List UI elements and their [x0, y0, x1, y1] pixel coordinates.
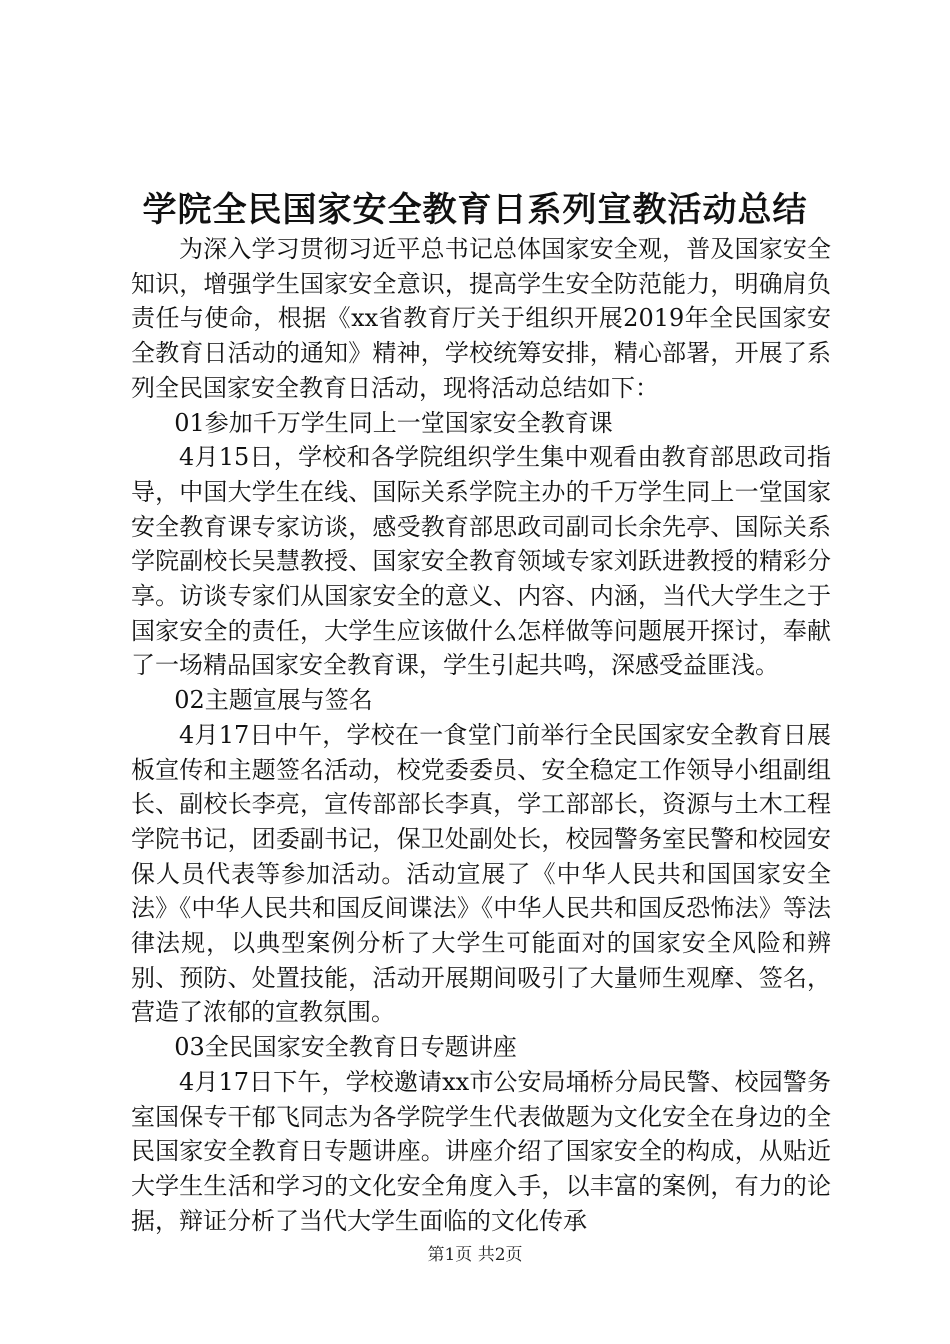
document-title: 学院全民国家安全教育日系列宣教活动总结: [142, 190, 808, 230]
body-paragraph: 为深入学习贯彻习近平总书记总体国家安全观，普及国家安全知识，增强学生国家安全意识，提高学生安全防范能力，明确肩负责任与使命，根据《xx省教育厅关于组织开展2019年全民国家安全教育日活动的通知》精神，学校统筹安排，精心部署，开展了系列全民国家安全教育日活动，现将活动总结如下：: [131, 235, 831, 402]
body-paragraph: 4月17日中午，学校在一食堂门前举行全民国家安全教育日展板宣传和主题签名活动，校党委委员、安全稳定工作领导小组副组长、副校长李亮，宣传部部长李真，学工部部长，资源与土木工程学院书记，团委副书记，保卫处副处长，校园警务室民警和校园安保人员代表等参加活动。活动宣展了《中华人民共和国国家安全法》《中华人民共和国反间谍法》《中华人民共和国反恐怖法》等法律法规，以典型案例分析了大学生可能面对的国家安全风险和辨别、预防、处置技能，活动开展期间吸引了大量师生观摩、签名，营造了浓郁的宣教氛围。: [131, 720, 831, 1027]
body-paragraph: 4月15日，学校和各学院组织学生集中观看由教育部思政司指导，中国大学生在线、国际关系学院主办的千万学生同上一堂国家安全教育课专家访谈，感受教育部思政司副司长余先亭、国际关系学院副校长吴慧教授、国家安全教育领域专家刘跃进教授的精彩分享。访谈专家们从国家安全的意义、内容、内涵，当代大学生之于国家安全的责任，大学生应该做什么怎样做等问题展开探讨，奉献了一场精品国家安全教育课，学生引起共鸣，深感受益匪浅。: [131, 443, 831, 680]
section-heading: 01参加千万学生同上一堂国家安全教育课: [174, 408, 613, 437]
page-number-footer: 第1页 共2页: [427, 1245, 523, 1265]
body-paragraph: 4月17日下午，学校邀请xx市公安局埇桥分局民警、校园警务室国保专干郁飞同志为各学院学生代表做题为文化安全在身边的全民国家安全教育日专题讲座。讲座介绍了国家安全的构成，从贴近大学生生活和学习的文化安全角度入手，以丰富的案例，有力的论据，辩证分析了当代大学生面临的文化传承: [131, 1067, 831, 1235]
document-body: [131, 232, 831, 1238]
section-heading: 02主题宣展与签名: [174, 686, 373, 715]
section-heading: 03全民国家安全教育日专题讲座: [174, 1033, 517, 1062]
